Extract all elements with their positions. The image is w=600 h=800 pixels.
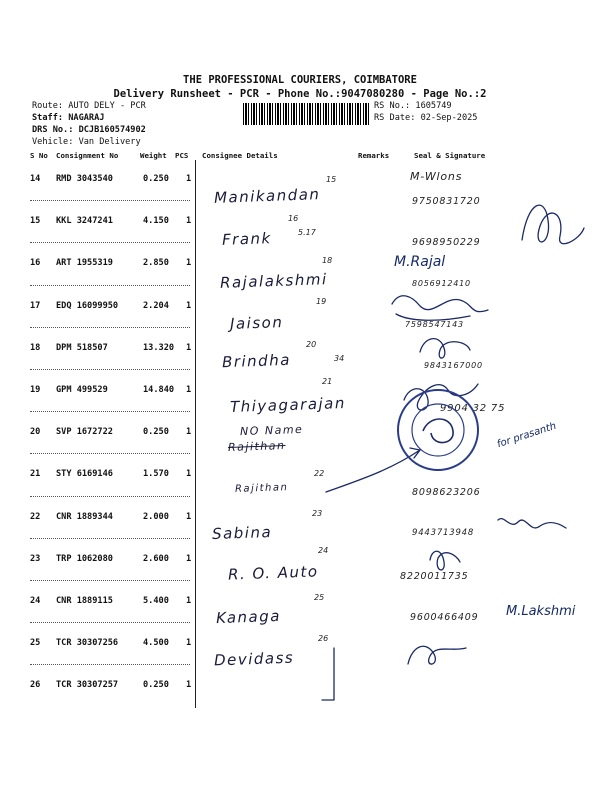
cell-sno: 19 bbox=[30, 385, 41, 395]
cell-sno: 16 bbox=[30, 258, 41, 269]
cell-consignment: TRP 1062080 bbox=[56, 553, 113, 564]
handwritten-signature: M.Lakshmi bbox=[506, 604, 576, 619]
col-consignment: Consignment No bbox=[56, 151, 119, 160]
cell-pcs: 1 bbox=[186, 427, 192, 438]
cell-weight: 2.850 bbox=[143, 258, 169, 269]
cell-pcs: 1 bbox=[186, 638, 192, 649]
cell-pcs: 1 bbox=[186, 596, 192, 606]
cell-sno: 22 bbox=[30, 511, 41, 522]
cell-sno: 25 bbox=[30, 638, 41, 649]
col-sno: S No bbox=[30, 151, 48, 160]
handwritten-serial: 16 bbox=[288, 214, 299, 223]
handwritten-serial: 20 bbox=[306, 340, 317, 349]
handwritten-phone: 8056912410 bbox=[412, 279, 471, 288]
handwritten-name: Rajalakshmi bbox=[219, 270, 328, 292]
cell-weight: 5.400 bbox=[143, 596, 169, 606]
signature-scribble bbox=[420, 339, 470, 358]
cell-pcs: 1 bbox=[186, 216, 192, 227]
col-seal: Seal & Signature bbox=[414, 151, 486, 160]
handwritten-serial: 19 bbox=[316, 297, 327, 306]
handwritten-serial: 25 bbox=[314, 593, 325, 602]
handwritten-serial: 26 bbox=[318, 634, 329, 643]
cell-weight: 2.204 bbox=[143, 300, 169, 311]
cell-pcs: 1 bbox=[186, 174, 192, 184]
handwritten-signature: M-Wlons bbox=[410, 170, 463, 183]
company-title: THE PROFESSIONAL COURIERS, COIMBATORE bbox=[183, 74, 417, 86]
cell-sno: 20 bbox=[30, 427, 41, 438]
handwritten-phone: 7598547143 bbox=[405, 320, 464, 329]
cell-consignment: TCR 30307257 bbox=[56, 680, 119, 691]
signature-scribble bbox=[522, 205, 584, 244]
cell-consignment: RMD 3043540 bbox=[56, 174, 113, 184]
handwritten-serial: 22 bbox=[314, 469, 325, 478]
cell-sno: 14 bbox=[30, 174, 41, 184]
cell-consignment: ART 1955319 bbox=[56, 258, 113, 269]
signature-scribble bbox=[498, 519, 566, 528]
handwritten-name: NO Name bbox=[239, 422, 304, 439]
round-seal-stamp bbox=[393, 385, 483, 475]
cell-sno: 24 bbox=[30, 596, 41, 606]
handwritten-serial: 23 bbox=[312, 509, 323, 518]
handwritten-phone: 9904 32 75 bbox=[440, 403, 506, 414]
signature-scribble bbox=[322, 648, 334, 700]
cell-consignment: EDQ 16099950 bbox=[56, 300, 119, 311]
cell-consignment: SVP 1672722 bbox=[56, 427, 113, 438]
handwritten-serial: 5.17 bbox=[298, 228, 316, 237]
cell-consignment: CNR 1889115 bbox=[56, 596, 113, 606]
handwritten-phone: 9600466409 bbox=[410, 612, 479, 623]
cell-consignment: KKL 3247241 bbox=[56, 216, 113, 227]
handwritten-phone: 8220011735 bbox=[400, 571, 469, 582]
cell-weight: 4.500 bbox=[143, 638, 169, 649]
signature-scribble bbox=[430, 551, 460, 570]
cell-weight: 0.250 bbox=[143, 174, 169, 184]
handwritten-serial: 21 bbox=[322, 377, 333, 386]
handwritten-name: Manikandan bbox=[213, 185, 321, 207]
signature-scribble bbox=[408, 646, 466, 664]
col-consignee: Consignee Details bbox=[202, 151, 278, 160]
cell-sno: 18 bbox=[30, 342, 41, 353]
cell-pcs: 1 bbox=[186, 258, 192, 269]
handwritten-serial: 34 bbox=[334, 354, 345, 363]
handwritten-name: Devidass bbox=[213, 648, 295, 670]
rs-date-field: RS Date: 02-Sep-2025 bbox=[374, 113, 478, 123]
cell-pcs: 1 bbox=[186, 511, 192, 522]
cell-pcs: 1 bbox=[186, 680, 192, 691]
cell-sno: 15 bbox=[30, 216, 41, 227]
handwritten-name: Thiyagarajan bbox=[229, 393, 347, 417]
cell-pcs: 1 bbox=[186, 385, 192, 395]
cell-weight: 2.600 bbox=[143, 553, 169, 564]
handwritten-name: Rajithan bbox=[234, 482, 289, 495]
handwritten-serial: 24 bbox=[318, 546, 329, 555]
cell-weight: 13.320 bbox=[143, 342, 175, 353]
handwritten-signature: M.Rajal bbox=[394, 254, 446, 270]
handwritten-name: Frank bbox=[221, 229, 272, 249]
handwritten-phone: 9443713948 bbox=[412, 528, 475, 538]
cell-weight: 4.150 bbox=[143, 216, 169, 227]
handwritten-name: R. O. Auto bbox=[227, 562, 319, 584]
cell-weight: 0.250 bbox=[143, 680, 169, 691]
cell-weight: 0.250 bbox=[143, 427, 169, 438]
handwritten-serial: 15 bbox=[326, 175, 337, 184]
col-remarks: Remarks bbox=[358, 151, 390, 160]
handwritten-phone: 9843167000 bbox=[424, 361, 483, 370]
handwritten-name-struck: Rajithan bbox=[227, 439, 286, 454]
staff-field: Staff: NAGARAJ bbox=[32, 113, 105, 123]
cell-pcs: 1 bbox=[186, 300, 192, 311]
handwritten-serial: 18 bbox=[322, 256, 333, 265]
handwritten-name: Sabina bbox=[211, 522, 273, 544]
cell-weight: 14.840 bbox=[143, 385, 175, 395]
signature-scribble bbox=[396, 314, 470, 320]
vehicle-field: Vehicle: Van Delivery bbox=[32, 137, 141, 147]
cell-consignment: CNR 1889344 bbox=[56, 511, 113, 522]
cell-pcs: 1 bbox=[186, 469, 192, 480]
handwritten-note: for prasanth bbox=[495, 420, 558, 451]
cell-consignment: STY 6169146 bbox=[56, 469, 113, 480]
drs-field: DRS No.: DCJB160574902 bbox=[32, 125, 146, 135]
cell-sno: 21 bbox=[30, 469, 41, 480]
cell-pcs: 1 bbox=[186, 342, 192, 353]
cell-consignment: GPM 499529 bbox=[56, 385, 108, 395]
cell-weight: 2.000 bbox=[143, 511, 169, 522]
rs-no-field: RS No.: 1605749 bbox=[374, 101, 452, 111]
runsheet-subtitle: Delivery Runsheet - PCR - Phone No.:9047080280 - Page No.:2 bbox=[113, 88, 487, 100]
handwritten-phone: 9698950229 bbox=[412, 237, 481, 248]
cell-sno: 26 bbox=[30, 680, 41, 691]
col-weight: Weight bbox=[140, 151, 167, 160]
cell-consignment: DPM 518507 bbox=[56, 342, 108, 353]
handwritten-name: Brindha bbox=[221, 350, 292, 372]
cell-pcs: 1 bbox=[186, 553, 192, 564]
cell-weight: 1.570 bbox=[143, 469, 169, 480]
cell-sno: 23 bbox=[30, 553, 41, 564]
cell-consignment: TCR 30307256 bbox=[56, 638, 119, 649]
cell-sno: 17 bbox=[30, 300, 41, 311]
handwritten-phone: 9750831720 bbox=[412, 196, 481, 207]
signature-scribble bbox=[392, 296, 488, 312]
route-field: Route: AUTO DELY - PCR bbox=[32, 101, 146, 111]
handwritten-name: Kanaga bbox=[215, 606, 282, 628]
handwritten-phone: 8098623206 bbox=[412, 487, 481, 498]
handwritten-name: Jaison bbox=[229, 313, 284, 333]
col-pcs: PCS bbox=[175, 151, 189, 160]
